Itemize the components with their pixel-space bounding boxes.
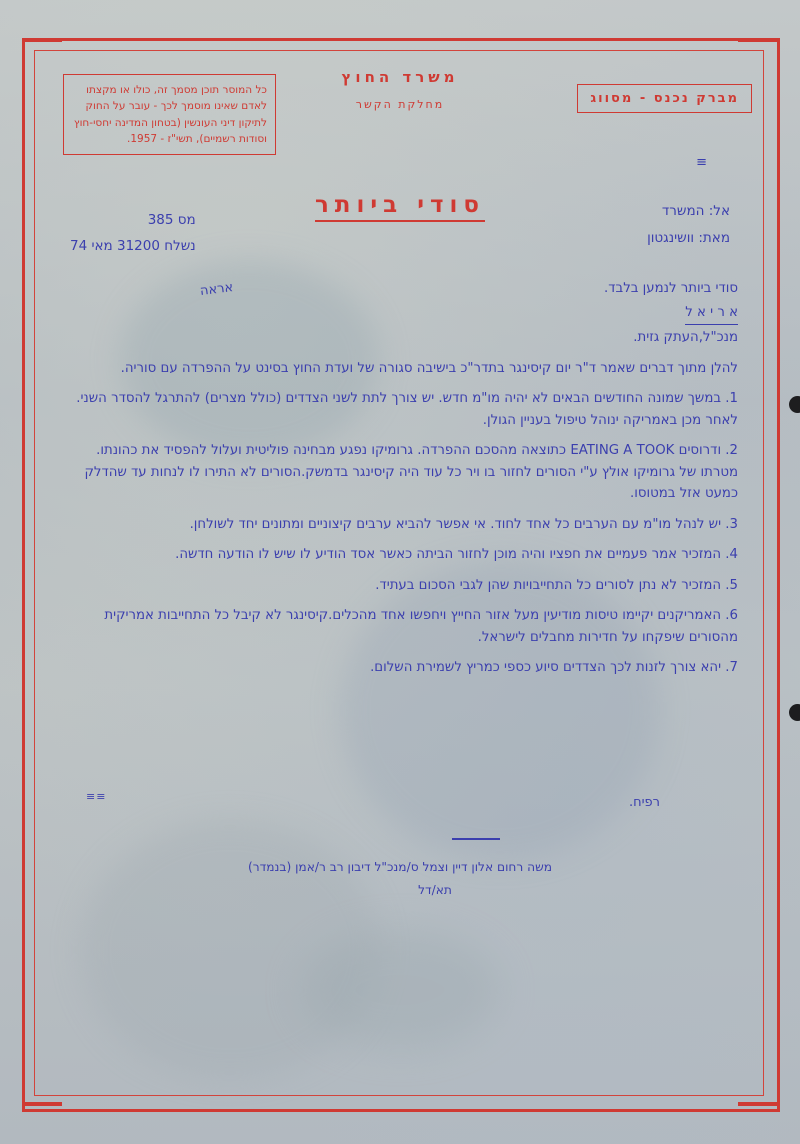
classification-stamp [577, 84, 752, 113]
body-intro: להלן מתוך דברים שאמר ד"ר יום קיסינגר בתדר"כ בישיבה סגורה של ועדת החוץ בסינט על ההפרדה עם סוריה. [120, 360, 738, 376]
registration-mark [22, 1102, 62, 1106]
message-number: מס 385 [147, 212, 196, 228]
registration-mark [22, 38, 62, 42]
body-item: 6. האמריקנים יקיימו טיסות מודיעין מעל אזור החייץ ויחפשו אחד מהכלים.קיסינגר לא קיבל כל התחייבות אמריקית מהסורים שיפקחו על חדירות מחבלים לישראל. [104, 608, 738, 645]
signature-initials: תא/דל [418, 883, 452, 898]
signature-rule [452, 838, 500, 840]
body-item: 7. יהא צורך לזנות לכך הצדדים סיוע כספי כמריץ לשמירת השלום. [370, 660, 738, 676]
department-text: מחלקת הקשר [355, 98, 445, 111]
message-meta-left [70, 208, 196, 259]
registration-mark [738, 38, 778, 42]
body-item: 2. ודרוסים EATING A TOOK כתוצאה מהסכם ההפרדה. גרומיקו נפגע מבחינה פוליטית ועלול להפסיד את כהונתו. מטרתו של גרומיקו אולץ ע"י הסורים לחזור בו ויר כל עוד היה קיסינגר בדמשק.הסורים לא התירו לו לנחות עד שהדלק כמעט אזל במטוסו. [84, 443, 738, 502]
distribution-list-text: משה רחום אלון דיין וצמל ס/מנכ"ל דיבון רב ר/אמן (בנמדר) [247, 860, 552, 874]
distribution-list [62, 856, 738, 902]
body-tick-mark: ≡≡ [86, 790, 107, 803]
message-meta-right [647, 198, 730, 252]
body-item: 1. במשך שמונה החודשים הבאים לא יהיה מו"מ חדש. יש צורך לתת לשני הצדדים (כולל מצרים) להתרגל להסדר השני. לאחר מכן באמריקה ינוהל טיפול בעניין הגולן. [76, 391, 738, 428]
addressee: אל: המשרד [661, 203, 730, 219]
body-lead-2-text: א ר י א ל [685, 302, 738, 326]
handwritten-note: אראה [199, 280, 235, 299]
body-item: 5. המזכיר לא נתן לסורים כל התחייבויות שהן לגבי הסכום בעתיד. [375, 577, 738, 593]
sender-origin: מאת: וושינגטון [647, 230, 730, 246]
legal-notice-box [63, 74, 276, 155]
message-sent-time: נשלח 31200 מאי 74 [70, 237, 196, 254]
punch-hole-top [789, 396, 800, 413]
body-lead-3: מנכ"ל,העתק גזית. [633, 330, 738, 346]
punch-hole-bottom [789, 704, 800, 721]
body-lead-2 [62, 302, 738, 326]
document-body [62, 278, 738, 681]
classification-stamp-text: מברק נכנס - מסווג [590, 91, 739, 106]
registration-mark [738, 1102, 778, 1106]
closing-text: רפיח. [629, 795, 660, 810]
legal-notice-text: כל המוסר תוכן מסמך זה, כולו או מקצתו לאדם שאינו מוסמך לכך - עובר על החוק לתיקון דיני העונשין (בטחון המדינה יחסי-חוץ וסודות רשמיים), תשי"ז - 1957. [73, 84, 267, 145]
body-item: 3. יש לנהל מו"מ עם הערבים כל אחד לחוד. אי אפשר להביא ערבים קיצוניים ומתונים יחד לשולחן. [189, 516, 738, 532]
top-secret-stamp-text: סודי ביותר [315, 192, 485, 222]
body-item: 4. המזכיר אמר פעמיים את חפציו והיה מוכן לחזור הביתה כאשר אסד הודיע לו שיש לו הודעה חדשה. [175, 547, 738, 563]
body-lead-1: סודי ביותר לנמען בלבד. [604, 281, 738, 296]
dash-mark: ≡ [696, 155, 708, 170]
ministry-title-text: משרד החוץ [341, 68, 459, 86]
